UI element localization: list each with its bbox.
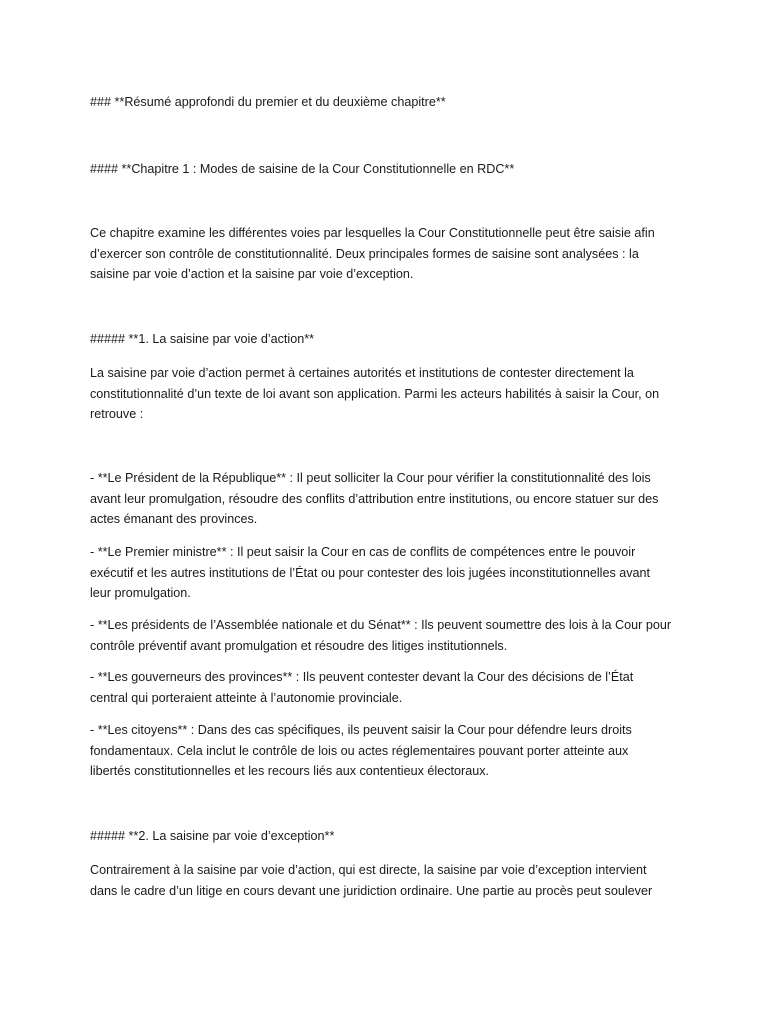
intro-line: d’exercer son contrôle de constitutionnalité. Deux principales formes de saisine sont analysées : la [90, 246, 639, 261]
list-item-line: - **Le Premier ministre** : Il peut saisir la Cour en cas de conflits de compétences entre le pouvoir [90, 545, 636, 559]
list-item-line: - **Les présidents de l’Assemblée nationale et du Sénat** : Ils peuvent soumettre des lois à la Cour pour [90, 618, 672, 632]
list-item-line: contrôle préventif avant promulgation et résoudre des litiges institutionnels. [90, 638, 508, 653]
list-item-line: avant leur promulgation, résoudre des conflits d’attribution entre institutions, ou encore statuer sur des [90, 491, 659, 506]
list-item-line: central qui porteraient atteinte à l’autonomie provinciale. [90, 690, 403, 705]
section-paragraph-line: constitutionnalité d’un texte de loi avant son application. Parmi les acteurs habilités à saisir la Cour, on [90, 386, 660, 401]
list-item-line: - **Les citoyens** : Dans des cas spécifiques, ils peuvent saisir la Cour pour défendre leurs droits [90, 723, 632, 737]
list-item-line: exécutif et les autres institutions de l’État ou pour contester des lois jugées inconstitutionnelles avant [90, 565, 651, 580]
list-item-line: - **Les gouverneurs des provinces** : Ils peuvent contester devant la Cour des décisions de l’État [90, 670, 634, 684]
document-title: ### **Résumé approfondi du premier et du deuxième chapitre** [90, 95, 446, 109]
intro-line: Ce chapitre examine les différentes voies par lesquelles la Cour Constitutionnelle peut être saisie afin [90, 226, 655, 240]
list-item-line: - **Le Président de la République** : Il peut solliciter la Cour pour vérifier la constitutionnalité des lois [90, 471, 651, 485]
section-heading: ##### **2. La saisine par voie d’exception** [90, 829, 335, 843]
list-item-line: fondamentaux. Cela inclut le contrôle de lois ou actes réglementaires pouvant porter atteinte aux [90, 743, 629, 758]
list-item-line: leur promulgation. [90, 586, 191, 600]
list-item-line: libertés constitutionnelles et les recours liés aux contentieux électoraux. [90, 764, 490, 778]
section-paragraph-line: Contrairement à la saisine par voie d’action, qui est directe, la saisine par voie d’exception intervient [90, 863, 647, 877]
section-heading: ##### **1. La saisine par voie d’action** [90, 332, 315, 346]
section-paragraph-line: La saisine par voie d’action permet à certaines autorités et institutions de contester directement la [90, 366, 634, 380]
section-paragraph-line: dans le cadre d’un litige en cours devant une juridiction ordinaire. Une partie au procès peut soulever [90, 883, 653, 898]
section-paragraph-line: retrouve : [90, 407, 144, 421]
chapter-heading: #### **Chapitre 1 : Modes de saisine de la Cour Constitutionnelle en RDC** [90, 162, 515, 176]
list-item-line: actes émanant des provinces. [90, 512, 258, 526]
intro-line: saisine par voie d’action et la saisine par voie d’exception. [90, 267, 414, 281]
